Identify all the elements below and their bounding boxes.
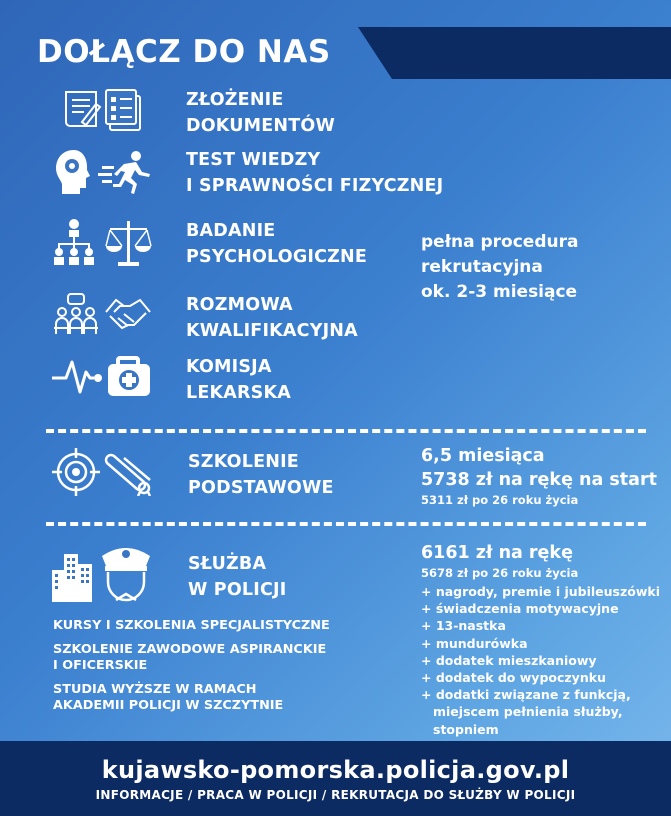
divider: [46, 429, 646, 433]
benefit-item: miejscem pełnienia służby,: [433, 704, 623, 720]
step-knowledge-test: TEST WIEDZY I SPRAWNOŚCI FIZYCZNEJ: [186, 150, 444, 196]
course-item: KURSY I SZKOLENIA SPECJALISTYCZNE: [53, 618, 330, 633]
website-link[interactable]: kujawsko-pomorska.policja.gov.pl: [101, 756, 570, 784]
divider: [46, 522, 646, 526]
benefits-list: [421, 583, 660, 738]
additional-courses: [53, 618, 330, 722]
step-basic-training: SZKOLENIE PODSTAWOWE: [188, 452, 334, 498]
service-salary: 6161 zł na rękę: [421, 543, 573, 563]
psychology-icon: [50, 218, 160, 270]
footer-breadcrumb: INFORMACJE / PRACA W POLICJI / REKRUTACJA DO SŁUŻBY W POLICJI: [95, 788, 576, 802]
footer: [0, 741, 671, 816]
course-item: STUDIA WYŻSZE W RAMACH AKADEMII POLICJI W SZCZYTNIE: [53, 682, 284, 713]
benefit-item: + mundurówka: [421, 635, 528, 651]
procedure-duration: pełna procedura rekrutacyjna ok. 2-3 miesiące: [421, 232, 579, 302]
step-documents: ZŁOŻENIE DOKUMENTÓW: [186, 90, 335, 136]
header-banner: [358, 27, 671, 79]
target-diploma-icon: [52, 448, 162, 496]
training-salary: 5738 zł na rękę na start: [421, 470, 657, 490]
benefit-item: stopniem: [433, 721, 499, 737]
course-item: SZKOLENIE ZAWODOWE ASPIRANCKIE I OFICERSKIE: [53, 642, 327, 673]
city-officer-icon: [50, 540, 160, 604]
benefit-item: + 13-nastka: [421, 618, 506, 634]
training-duration: 6,5 miesiąca: [421, 446, 545, 466]
step-psychology: BADANIE PSYCHOLOGICZNE: [186, 221, 368, 267]
training-salary-note: 5311 zł po 26 roku życia: [421, 493, 579, 507]
benefit-item: + świadczenia motywacyjne: [421, 601, 619, 617]
page-title: DOŁĄCZ DO NAS: [37, 34, 331, 70]
step-medical: KOMISJA LEKARSKA: [186, 357, 291, 403]
interview-handshake-icon: [54, 292, 154, 340]
knowledge-fitness-icon: [54, 148, 154, 196]
benefit-item: + dodatki związane z funkcją,: [421, 687, 631, 703]
training-info: [421, 444, 657, 509]
service-salary-note: 5678 zł po 26 roku życia: [421, 566, 579, 580]
step-police-service: SŁUŻBA W POLICJI: [188, 554, 287, 600]
medical-kit-icon: [50, 350, 160, 400]
service-info: [421, 541, 660, 738]
step-interview: ROZMOWA KWALIFIKACYJNA: [186, 295, 358, 341]
benefit-item: + nagrody, premie i jubileuszówki: [421, 584, 660, 599]
benefit-item: + dodatek do wypoczynku: [421, 670, 606, 686]
benefit-item: + dodatek mieszkaniowy: [421, 652, 597, 668]
documents-icon: [60, 88, 150, 132]
